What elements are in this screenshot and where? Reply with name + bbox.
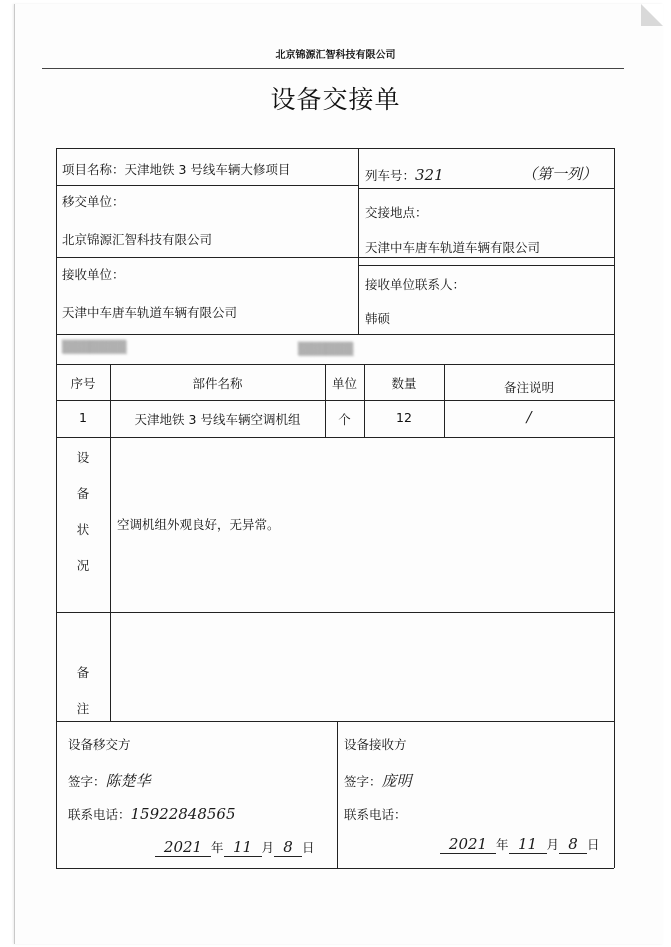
receiving-contact-label: 接收单位联系人： <box>365 277 466 292</box>
transfer-phone-label: 联系电话： <box>68 807 131 822</box>
receiving-contact-value: 韩硕 <box>365 311 391 326</box>
receiving-party-title: 设备接收方 <box>344 737 407 752</box>
receiving-sign-field <box>344 770 412 791</box>
handover-location-label: 交接地点： <box>365 205 428 220</box>
document-page <box>14 4 663 944</box>
document-title: 设备交接单 <box>270 85 401 114</box>
transfer-phone: 15922848565 <box>130 805 236 823</box>
transfer-date: 2021 年 11 月 8 日 <box>155 838 315 857</box>
project-field <box>62 160 290 178</box>
row-name: 天津地铁 3 号线车辆空调机组 <box>134 412 301 427</box>
receiving-unit-value: 天津中车唐车轨道车辆有限公司 <box>62 305 238 320</box>
header-name: 部件名称 <box>192 376 243 391</box>
row-remark: / <box>526 408 532 426</box>
row-seq: 1 <box>79 410 87 425</box>
receiving-phone-label: 联系电话： <box>344 807 407 822</box>
header-rule <box>42 68 624 69</box>
condition-text: 空调机组外观良好，无异常。 <box>117 517 280 532</box>
row-unit: 个 <box>338 412 351 427</box>
receiving-signature: 庞明 <box>381 772 412 790</box>
train-note: （第一列） <box>522 165 598 183</box>
transfer-unit-label: 移交单位： <box>62 194 125 209</box>
header-qty: 数量 <box>391 376 417 391</box>
receiving-date: 2021 年 11 月 8 日 <box>440 835 600 854</box>
page-fold <box>641 4 663 26</box>
blurred-text-left: ▒▒▒▒▒▒▒ <box>62 340 127 354</box>
transfer-phone-field <box>68 805 236 823</box>
project-label: 项目名称： <box>62 162 125 177</box>
project-value: 天津地铁 3 号线车辆大修项目 <box>124 162 291 177</box>
header-unit: 单位 <box>331 376 357 391</box>
train-field <box>365 166 444 184</box>
company-header: 北京锦源汇智科技有限公司 <box>275 50 396 61</box>
transfer-unit-value: 北京锦源汇智科技有限公司 <box>62 232 213 247</box>
receiving-sign-label: 签字： <box>344 774 382 789</box>
blurred-text-right: ▒▒▒▒▒▒ <box>298 342 354 356</box>
handover-location-value: 天津中车唐车轨道车辆有限公司 <box>365 240 541 255</box>
transfer-signature: 陈楚华 <box>105 772 151 790</box>
transfer-sign-label: 签字： <box>68 774 106 789</box>
train-label: 列车号： <box>365 168 416 183</box>
notes-label: 备 注 <box>76 665 90 716</box>
transfer-sign-field <box>68 770 151 791</box>
header-seq: 序号 <box>70 376 96 391</box>
train-number: 321 <box>415 166 444 184</box>
receiving-unit-label: 接收单位： <box>62 267 125 282</box>
row-qty: 12 <box>396 410 412 425</box>
transfer-party-title: 设备移交方 <box>68 737 131 752</box>
header-remark: 备注说明 <box>503 380 554 395</box>
condition-label: 设 备 状 况 <box>76 450 90 573</box>
